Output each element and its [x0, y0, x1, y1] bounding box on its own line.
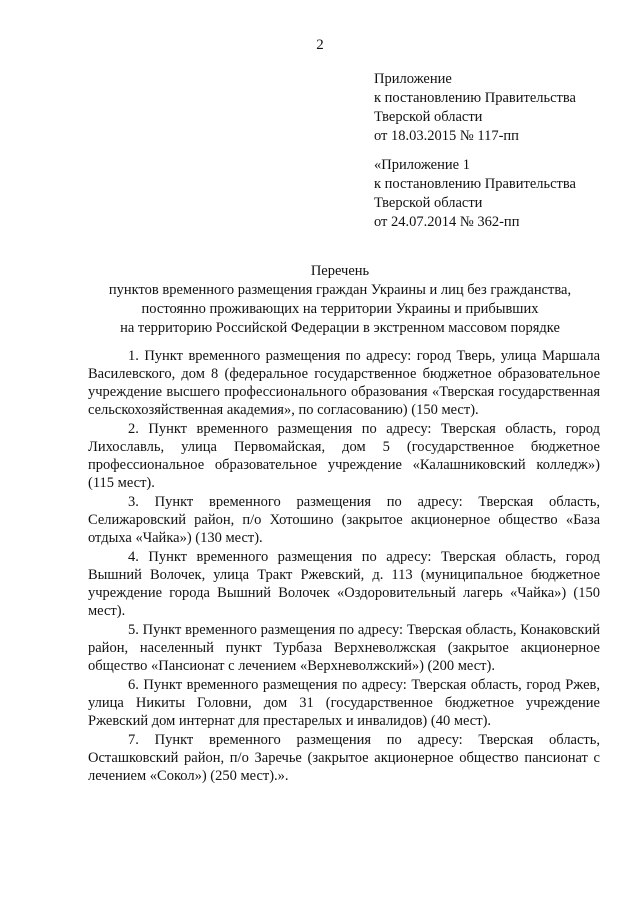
item-number: 2. — [128, 421, 139, 437]
items-list — [88, 347, 600, 786]
appendix-original-block — [374, 156, 624, 232]
item-number: 4. — [128, 549, 139, 565]
appendix-current-line: к постановлению Правительства — [374, 90, 576, 106]
appendix-current-line: Приложение — [374, 71, 452, 87]
title-line: постоянно проживающих на территории Украины и прибывших — [141, 301, 539, 317]
item-number: 6. — [128, 677, 139, 693]
appendix-original-line: Тверской области — [374, 195, 483, 211]
title-heading: Перечень — [310, 263, 370, 279]
list-item — [88, 420, 600, 492]
document-title — [60, 262, 620, 338]
list-item — [88, 493, 600, 547]
list-item — [88, 621, 600, 675]
item-text: Пункт временного размещения по адресу: Тверская область, город Лихославль, улица Первомайская, дом 5 (государственное бюджетное профессиональное образовательное учреждение «Калашниковский колледж») (115 мест). — [88, 421, 600, 491]
appendix-current-block — [374, 70, 624, 146]
title-line: пунктов временного размещения граждан Украины и лиц без гражданства, — [108, 282, 572, 298]
item-number: 1. — [128, 348, 139, 364]
item-text: Пункт временного размещения по адресу: город Тверь, улица Маршала Василевского, дом 8 (федеральное государственное бюджетное образовательное учреждение высшего профессионального образования «Тверская государственная сельскохозяйственная академия», по согласованию) (150 мест). — [88, 348, 601, 418]
title-line: на территорию Российской Федерации в экстренном массовом порядке — [120, 320, 560, 336]
list-item — [88, 548, 600, 620]
item-text: Пункт временного размещения по адресу: Тверская область, Конаковский район, населенный пункт Турбаза Верхневолжская (закрытое акционерное общество «Пансионат с лечением «Верхневолжский») (200 мест). — [88, 622, 600, 674]
item-number: 3. — [128, 494, 139, 510]
appendix-original-line: «Приложение 1 — [374, 157, 470, 173]
appendix-original-line: от 24.07.2014 № 362-пп — [374, 214, 520, 230]
list-item — [88, 347, 600, 419]
item-text: Пункт временного размещения по адресу: Тверская область, Селижаровский район, п/о Хотошино (закрытое акционерное общество «База отдыха «Чайка») (130 мест). — [88, 494, 600, 546]
item-text: Пункт временного размещения по адресу: Тверская область, город Вышний Волочек, улица Тракт Ржевский, д. 113 (муниципальное бюджетное учреждение города Вышний Волочек «Оздоровительный лагерь «Чайка») (150 мест). — [88, 549, 600, 619]
list-item — [88, 676, 600, 730]
list-item — [88, 731, 600, 785]
page-number: 2 — [316, 37, 324, 53]
item-text: Пункт временного размещения по адресу: Тверская область, город Ржев, улица Никиты Головни, дом 31 (государственное бюджетное учреждение Ржевский дом интернат для престарелых и инвалидов) (40 мест). — [88, 677, 600, 729]
item-text: Пункт временного размещения по адресу: Тверская область, Осташковский район, п/о Заречье (закрытое акционерное общество пансионат с лечением «Сокол») (250 мест).». — [88, 732, 600, 784]
item-number: 7. — [128, 732, 139, 748]
item-number: 5. — [128, 622, 139, 638]
appendix-current-line: Тверской области — [374, 109, 483, 125]
appendix-current-line: от 18.03.2015 № 117-пп — [374, 128, 519, 144]
appendix-original-line: к постановлению Правительства — [374, 176, 576, 192]
